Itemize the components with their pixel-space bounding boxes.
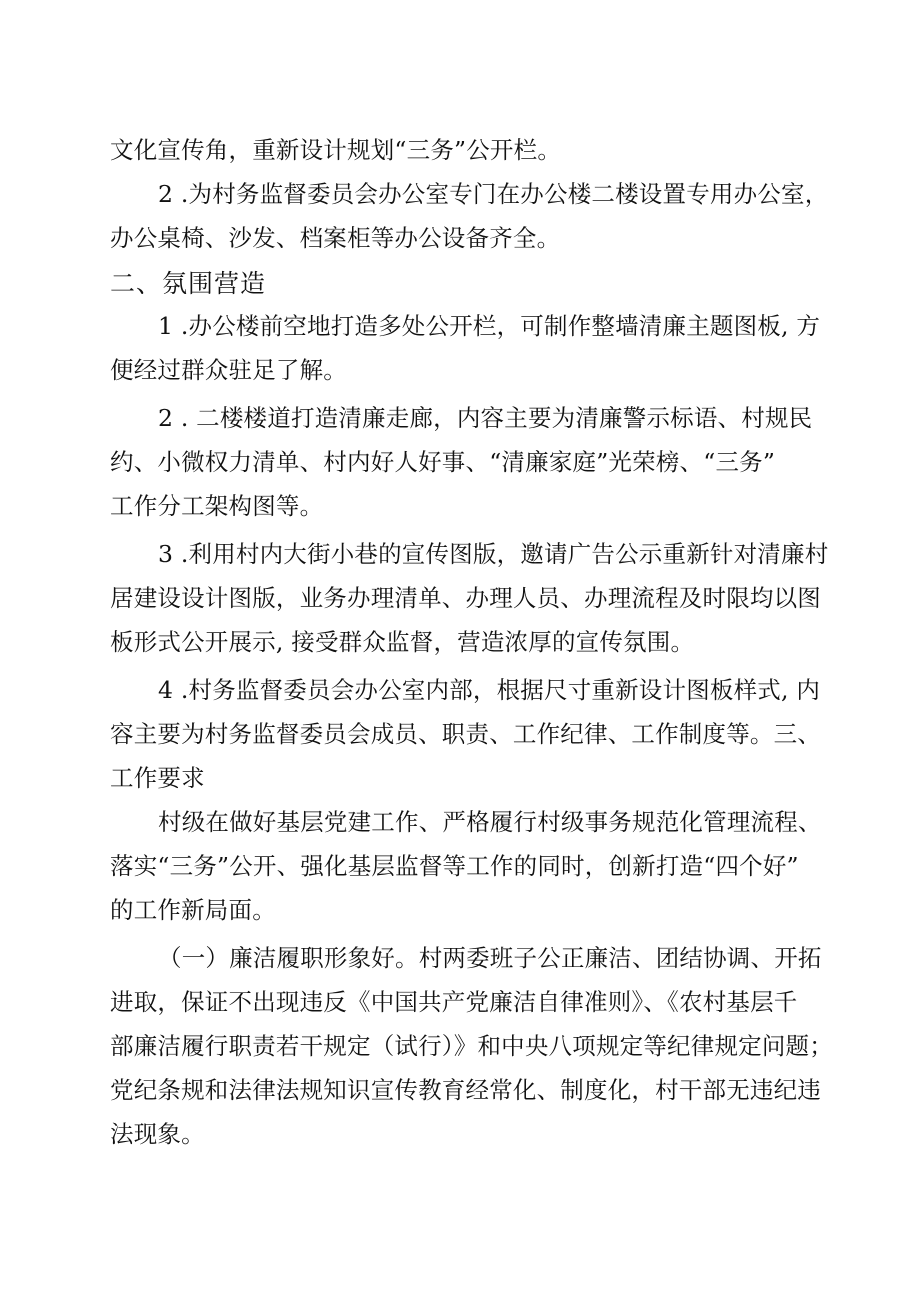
paragraph-item-2b-line-3: 工作分工架构图等。 xyxy=(110,492,324,520)
paragraph-item-4-line-2: 容主要为村务监督委员会成员、职责、工作纪律、工作制度等。三、 xyxy=(110,720,821,748)
paragraph-integrity-line-5: 法现象。 xyxy=(110,1120,205,1148)
paragraph-item-2b-line-1: 2 . 二楼楼道打造清廉走廊，内容主要为清廉警示标语、村规民 xyxy=(158,404,813,432)
paragraph-item-1-line-2: 便经过群众驻足了解。 xyxy=(110,356,347,384)
paragraph-requirements-line-3: 的工作新局面。 xyxy=(110,896,276,924)
document-body xyxy=(110,128,833,1156)
section-heading-work-requirements: 工作要求 xyxy=(110,764,205,792)
paragraph-integrity-line-3: 部廉洁履行职责若干规定（试行）》和中央八项规定等纪律规定问题； xyxy=(110,1032,833,1060)
paragraph-item-3-line-3: 板形式公开展示, 接受群众监督，营造浓厚的宣传氛围。 xyxy=(110,628,695,656)
paragraph-line: 文化宣传角，重新设计规划“三务”公开栏。 xyxy=(110,136,562,164)
paragraph-integrity-line-2: 进取，保证不出现违反《中国共产党廉洁自律准则》、《农村基层千 xyxy=(110,988,798,1016)
paragraph-item-3-line-2: 居建设设计图版，业务办理清单、办理人员、办理流程及时限均以图 xyxy=(110,584,821,612)
paragraph-integrity-line-1: （一）廉洁履职形象好。村两委班子公正廉洁、团结协调、开拓 xyxy=(158,944,822,972)
paragraph-integrity-line-4: 党纪条规和法律法规知识宣传教育经常化、制度化，村干部无违纪违 xyxy=(110,1076,821,1104)
paragraph-item-2b-line-2: 约、小微权力清单、村内好人好事、“清廉家庭”光荣榜、“三务” xyxy=(110,448,776,476)
paragraph-item-2-line-2: 办公桌椅、沙发、档案柜等办公设备齐全。 xyxy=(110,224,561,252)
paragraph-item-4-line-1: 4 .村务监督委员会办公室内部，根据尺寸重新设计图板样式, 内 xyxy=(158,676,821,704)
paragraph-item-2-line-1: 2 .为村务监督委员会办公室专门在办公楼二楼设置专用办公室， xyxy=(158,180,829,208)
paragraph-item-1-line-1: 1 .办公楼前空地打造多处公开栏，可制作整墙清廉主题图板, 方 xyxy=(158,312,821,340)
paragraph-requirements-line-2: 落实“三务”公开、强化基层监督等工作的同时，创新打造“四个好” xyxy=(110,852,799,880)
paragraph-item-3-line-1: 3 .利用村内大街小巷的宣传图版，邀请广告公示重新针对清廉村 xyxy=(158,540,829,568)
paragraph-requirements-line-1: 村级在做好基层党建工作、严格履行村级事务规范化管理流程、 xyxy=(158,808,822,836)
section-heading-atmosphere: 二、氛围营造 xyxy=(110,269,267,298)
